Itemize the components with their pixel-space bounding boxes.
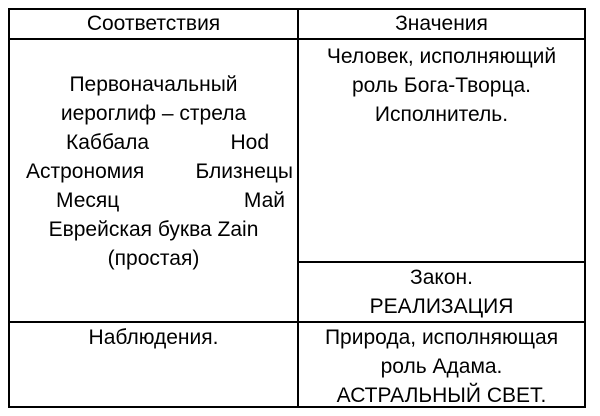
header-correspondences xyxy=(10,10,297,38)
correspondences-cell xyxy=(10,70,297,273)
header-divider xyxy=(10,38,584,40)
kabbalah-value: Hod xyxy=(230,131,269,154)
kabbalah-label: Каббала xyxy=(66,131,150,154)
header-meanings xyxy=(299,10,584,38)
meaning-top-line-1: Человек, исполняющий xyxy=(326,45,557,68)
meaning-middle-line-2: РЕАЛИЗАЦИЯ xyxy=(369,295,514,318)
hieroglyph-line-1: Первоначальный xyxy=(69,73,238,96)
meaning-bottom-line-3: АСТРАЛЬНЫЙ СВЕТ. xyxy=(336,384,547,407)
meaning-bottom-line-1: Природа, исполняющая xyxy=(324,326,559,349)
meaning-top-cell xyxy=(299,42,584,129)
month-value: Май xyxy=(243,189,285,212)
astronomy-value: Близнецы xyxy=(195,160,293,183)
meaning-bottom-line-2: роль Адама. xyxy=(380,355,503,378)
month-label: Месяц xyxy=(56,189,120,212)
header-correspondences-text: Соответствия xyxy=(86,12,221,35)
meaning-middle-line-1: Закон. xyxy=(410,266,473,289)
astronomy-label: Астрономия xyxy=(26,160,145,183)
correspondence-table xyxy=(8,8,586,408)
meaning-bottom-cell xyxy=(299,323,584,410)
observations-label: Наблюдения. xyxy=(88,326,219,349)
letter-line-1: Еврейская буква Zain xyxy=(48,218,259,241)
meaning-middle-cell xyxy=(299,263,584,321)
letter-line-2: (простая) xyxy=(107,247,200,270)
hieroglyph-line-2: иероглиф – стрела xyxy=(60,102,247,125)
header-meanings-text: Значения xyxy=(395,12,488,35)
astronomy-row xyxy=(10,157,297,186)
month-row xyxy=(10,186,297,215)
meaning-top-line-2: роль Бога-Творца. xyxy=(352,74,531,97)
meaning-top-line-3: Исполнитель. xyxy=(374,103,509,126)
kabbalah-row xyxy=(10,128,297,157)
observations-cell xyxy=(10,323,297,352)
